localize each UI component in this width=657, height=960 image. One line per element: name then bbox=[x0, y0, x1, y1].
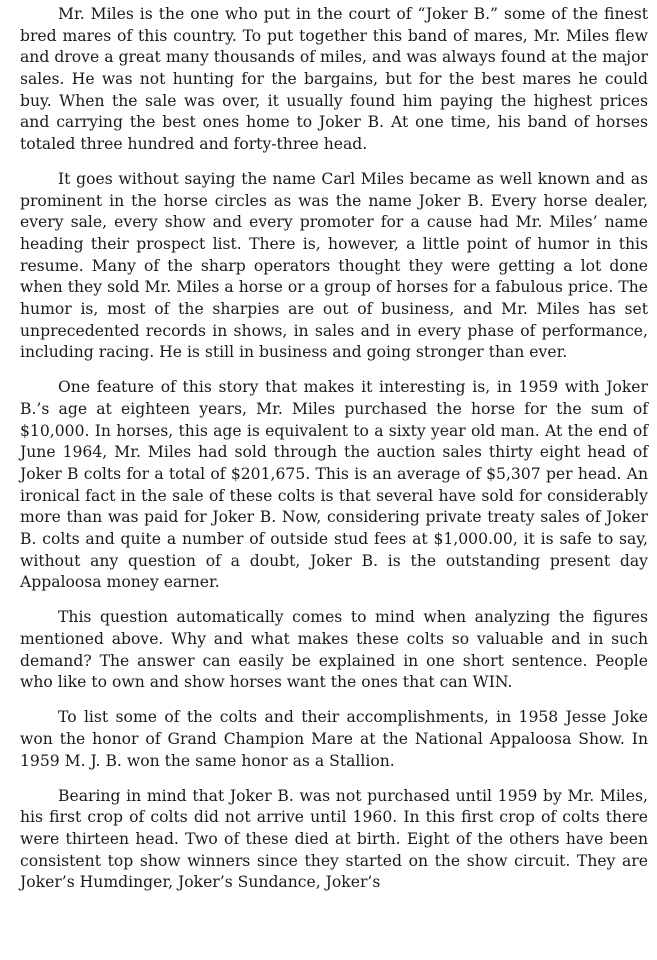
paragraph-first-crop: Bearing in mind that Joker B. was not purchased until 1959 by Mr. Miles, his first crop of colts did not arrive until 1960. In this first crop of colts there were thirteen head. Two of these died at birth. Eight of the others have been consistent top show winners since they started on the show circuit. They are Joker’s Humdinger, Joker’s Sundance, Joker’s bbox=[20, 786, 648, 892]
paragraph-mares: Mr. Miles is the one who put in the court of “Joker B.” some of the finest bred mares of this country. To put together this band of mares, Mr. Miles flew and drove a great many thousands of miles, and was always found at the major sales. He was not hunting for the bargains, but for the best mares he could buy. When the sale was over, it usually found him paying the highest prices and carrying the best ones home to Joker B. At one time, his band of horses totaled three hundred and forty-three head. bbox=[20, 5, 648, 153]
paragraph-colts-list: To list some of the colts and their accomplishments, in 1958 Jesse Joke won the honor of Grand Champion Mare at the National Appaloosa Show. In 1959 M. J. B. won the same honor as a Stallion. bbox=[20, 708, 648, 770]
paragraph-purchase: One feature of this story that makes it interesting is, in 1959 with Joker B.’s age at eighteen years, Mr. Miles purchased the horse for the sum of $10,000. In horses, this age is equivalent to a sixty year old man. At the end of June 1964, Mr. Miles had sold through the auction sales thirty eight head of Joker B colts for a total of $201,675. This is an average of $5,307 per head. An ironical fact in the sale of these colts is that several have sold for considerably more than was paid for Joker B. Now, considering private treaty sales of Joker B. colts and quite a number of outside stud fees at $1,000.00, it is safe to say, without any question of a doubt, Joker B. is the outstanding present day Appaloosa money earner. bbox=[20, 378, 648, 592]
document-page bbox=[20, 4, 648, 907]
paragraph-carl-miles: It goes without saying the name Carl Miles became as well known and as prominent in the horse circles as was the name Joker B. Every horse dealer, every sale, every show and every promoter for a cause had Mr. Miles’ name heading their prospect list. There is, however, a little point of humor in this resume. Many of the sharp operators thought they were getting a lot done when they sold Mr. Miles a horse or a group of horses for a fabulous price. The humor is, most of the sharpies are out of business, and Mr. Miles has set unprecedented records in shows, in sales and in every phase of performance, including racing. He is still in business and going stronger than ever. bbox=[20, 169, 648, 362]
paragraph-question: This question automatically comes to mind when analyzing the figures mentioned above. Why and what makes these colts so valuable and in such demand? The answer can easily be explained in one short sentence. People who like to own and show horses want the ones that can WIN. bbox=[20, 608, 648, 692]
